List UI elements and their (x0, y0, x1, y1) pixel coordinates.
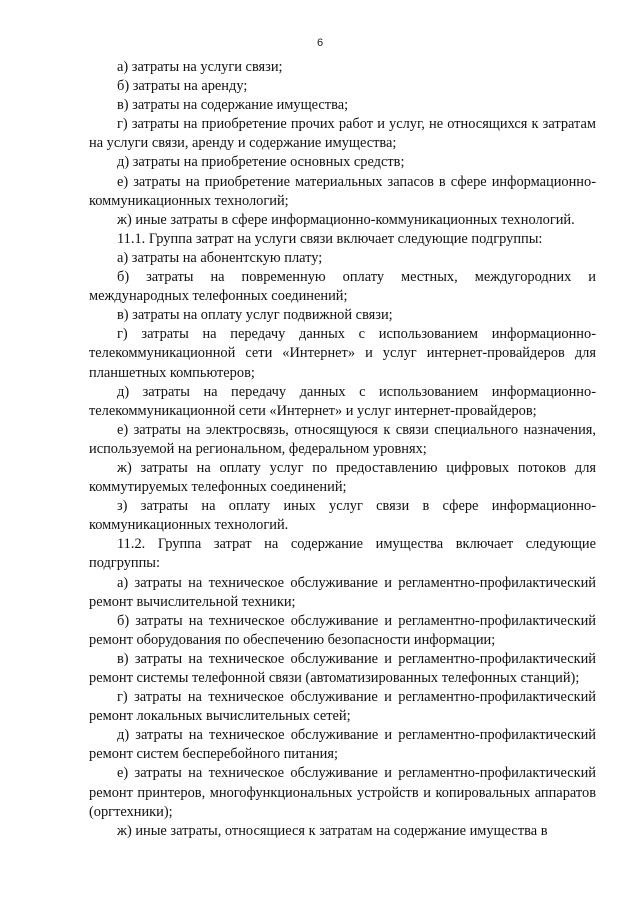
list-item: е) затраты на приобретение материальных запасов в сфере информационно-коммуникационных технологий; (89, 173, 596, 209)
list-item: г) затраты на приобретение прочих работ и услуг, не относящихся к затратам на услуги связи, аренду и содержание имущества; (89, 116, 596, 152)
list-item: д) затраты на техническое обслуживание и регламентно-профилактический ремонт систем бесперебойного питания; (89, 727, 596, 763)
list-item: ж) затраты на оплату услуг по предоставлению цифровых потоков для коммутируемых телефонных соединений; (89, 459, 596, 496)
list-item: г) затраты на передачу данных с использованием информационно-телекоммуникационной сети «Интернет» и услуг интернет-провайдеров для планшетных компьютеров; (89, 326, 596, 381)
list-item: ж) иные затраты в сфере информационно-коммуникационных технологий. (117, 211, 575, 228)
section-heading: 11.2. Группа затрат на содержание имущества включает следующие подгруппы: (89, 536, 596, 572)
list-item: г) затраты на техническое обслуживание и регламентно-профилактический ремонт локальных вычислительных сетей; (89, 689, 596, 725)
list-item: ж) иные затраты, относящиеся к затратам на содержание имущества в (117, 822, 548, 839)
list-item: з) затраты на оплату иных услуг связи в сфере информационно-коммуникационных технологий. (89, 498, 596, 534)
list-item: д) затраты на передачу данных с использованием информационно-телекоммуникационной сети «Интернет» и услуг интернет-провайдеров; (89, 383, 596, 419)
list-item: е) затраты на электросвязь, относящуюся к связи специального назначения, используемой на региональном, федеральном уровнях; (89, 421, 596, 457)
list-item: б) затраты на повременную оплату местных, междугородних и международных телефонных соединений; (89, 269, 596, 305)
list-item: б) затраты на аренду; (117, 78, 248, 95)
list-item: а) затраты на техническое обслуживание и регламентно-профилактический ремонт вычислительной техники; (89, 574, 596, 610)
list-item: б) затраты на техническое обслуживание и регламентно-профилактический ремонт оборудования по обеспечению безопасности информации; (89, 612, 596, 648)
document-body (89, 58, 596, 841)
list-item: в) затраты на техническое обслуживание и регламентно-профилактический ремонт системы телефонной связи (автоматизированных телефонных станций); (89, 650, 596, 686)
list-item: в) затраты на содержание имущества; (117, 97, 349, 114)
section-heading: 11.1. Группа затрат на услуги связи включает следующие подгруппы: (117, 230, 543, 247)
list-item: в) затраты на оплату услуг подвижной связи; (117, 307, 393, 324)
list-item: а) затраты на услуги связи; (117, 59, 283, 75)
list-item: а) затраты на абонентскую плату; (117, 249, 323, 266)
page-number: 6 (316, 37, 324, 49)
list-item: д) затраты на приобретение основных средств; (117, 154, 405, 171)
list-item: е) затраты на техническое обслуживание и регламентно-профилактический ремонт принтеров, многофункциональных устройств и копировальных аппаратов (оргтехники); (89, 765, 596, 820)
